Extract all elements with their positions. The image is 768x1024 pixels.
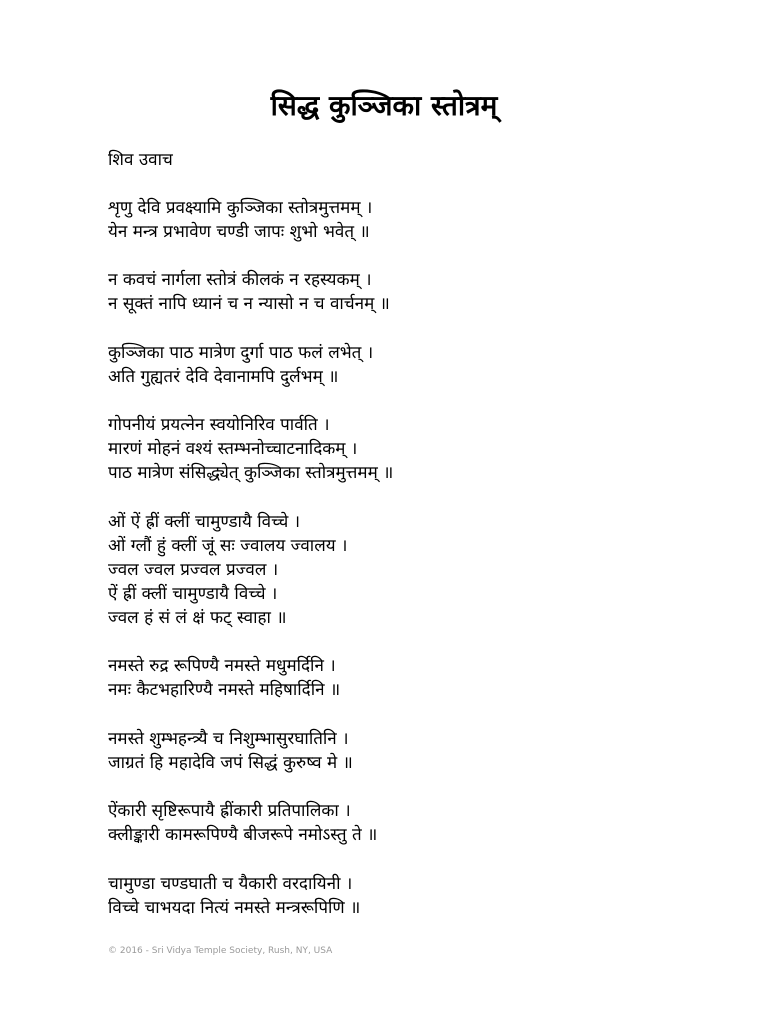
copyright-footer: © 2016 - Sri Vidya Temple Society, Rush, NY, USA [108,946,333,956]
mantra-line: ओं ऐं ह्रीं क्लीं चामुण्डायै विच्चे । [108,512,301,532]
speaker-heading: शिव उवाच [108,150,173,170]
verse-line: नमस्ते शुम्भहन्त्र्यै च निशुम्भासुरघातिनि । [108,729,349,749]
mantra-line: ओं ग्लौं हुं क्लीं जूं सः ज्वालय ज्वालय । [108,536,348,556]
verse-line: विच्चे चाभयदा नित्यं नमस्ते मन्त्ररूपिणि ॥ [108,898,361,918]
verse-line: नमस्ते रुद्र रूपिण्यै नमस्ते मधुमर्दिनि । [108,656,336,676]
mantra-line: ज्वल हं सं लं क्षं फट् स्वाहा ॥ [108,608,287,628]
verse-line: ऐंकारी सृष्टिरूपायै ह्रींकारी प्रतिपालिका । [108,801,351,821]
verse-line: अति गुह्यतरं देवि देवानामपि दुर्लभम् ॥ [108,367,339,387]
mantra-line: ज्वल ज्वल प्रज्वल प्रज्वल । [108,560,279,580]
verse-line: नमः कैटभहारिण्यै नमस्ते महिषार्दिनि ॥ [108,680,341,700]
verse-line: न सूक्तं नापि ध्यानं च न न्यासो न च वार्चनम् ॥ [108,294,390,314]
verse-line: कुञ्जिका पाठ मात्रेण दुर्गा पाठ फलं लभेत् । [108,343,374,363]
mantra-line: ऐं ह्रीं क्लीं चामुण्डायै विच्चे । [108,584,278,604]
verse-line: न कवचं नार्गला स्तोत्रं कीलकं न रहस्यकम् । [108,270,372,290]
page-title: सिद्ध कुञ्जिका स्तोत्रम् [270,89,498,122]
verse-line: क्लीङ्कारी कामरूपिण्यै बीजरूपे नमोऽस्तु ते ॥ [108,825,378,845]
verse-line: मारणं मोहनं वश्यं स्तम्भनोच्चाटनादिकम् । [108,439,358,459]
verse-line: जाग्रतं हि महादेवि जपं सिद्धं कुरुष्व मे ॥ [108,753,353,773]
verse-line: पाठ मात्रेण संसिद्ध्येत् कुञ्जिका स्तोत्रमुत्तमम् ॥ [108,463,394,483]
verse-line: शृणु देवि प्रवक्ष्यामि कुञ्जिका स्तोत्रमुत्तमम् । [108,198,373,218]
verse-line: गोपनीयं प्रयत्नेन स्वयोनिरिव पार्वति । [108,415,330,435]
verse-line: येन मन्त्र प्रभावेण चण्डी जापः शुभो भवेत् ॥ [108,222,370,242]
verse-line: चामुण्डा चण्डघाती च यैकारी वरदायिनी । [108,874,353,894]
